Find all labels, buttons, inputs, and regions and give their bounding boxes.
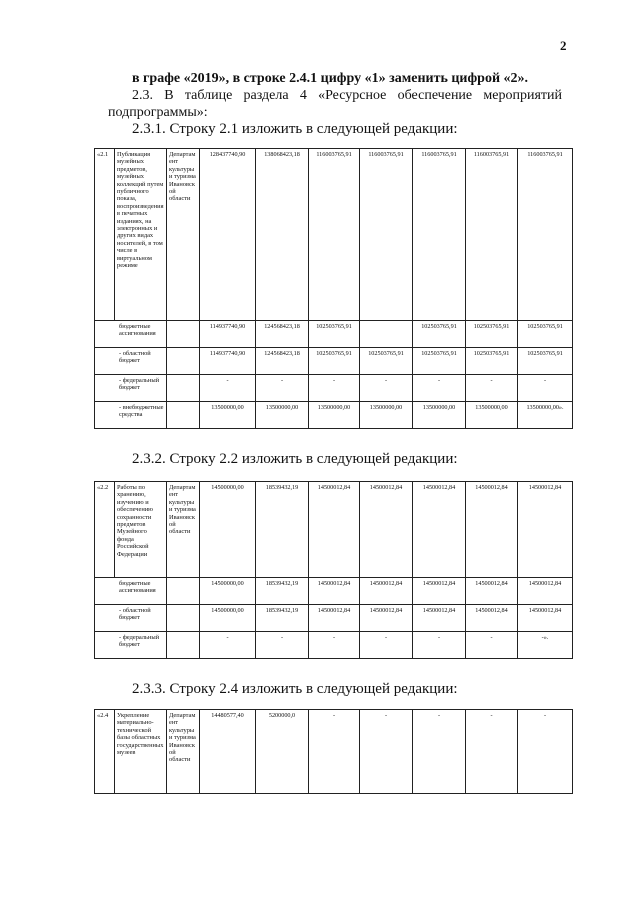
table-row xyxy=(95,632,573,659)
value-cell: 13500000,00 xyxy=(309,402,360,429)
value-cell: 116003765,91 xyxy=(466,149,518,321)
executor: Департамент культуры и туризма Ивановской области xyxy=(167,710,200,794)
heading-2-3-3: 2.3.3. Строку 2.4 изложить в следующей редакции: xyxy=(132,681,458,697)
value-cell: 114937740,90 xyxy=(200,348,256,375)
value-cell: 18539432,19 xyxy=(256,605,309,632)
row-label: - внебюджетные средства xyxy=(95,402,167,429)
value-cell: 128437740,90 xyxy=(200,149,256,321)
value-cell: 14500012,84 xyxy=(309,578,360,605)
value-cell: - xyxy=(200,375,256,402)
row-number: «2.2 xyxy=(95,482,115,578)
value-cell: - xyxy=(256,375,309,402)
value-cell: 14500012,84 xyxy=(309,482,360,578)
value-cell: 102503765,91 xyxy=(466,321,518,348)
value-cell: 14500000,00 xyxy=(200,482,256,578)
value-cell: - xyxy=(518,375,573,402)
value-cell: 5200000,0 xyxy=(256,710,309,794)
value-cell: 13500000,00 xyxy=(413,402,466,429)
value-cell: 14500012,84 xyxy=(309,605,360,632)
value-cell: 18539432,19 xyxy=(256,482,309,578)
row-label: - федеральный бюджет xyxy=(95,632,167,659)
value-cell: 102503765,91 xyxy=(360,348,413,375)
value-cell: 14500012,84 xyxy=(466,605,518,632)
value-cell: 116003765,91 xyxy=(309,149,360,321)
value-cell: - xyxy=(518,710,573,794)
executor: Департамент культуры и туризма Ивановской области xyxy=(167,149,200,321)
resource-table-row-2-1 xyxy=(94,148,573,429)
value-cell: - xyxy=(413,632,466,659)
heading-2-3-2: 2.3.2. Строку 2.2 изложить в следующей редакции: xyxy=(132,451,458,467)
row-number: «2.1 xyxy=(95,149,115,321)
value-cell: 102503765,91 xyxy=(518,321,573,348)
table-row xyxy=(95,375,573,402)
value-cell: 13500000,00 xyxy=(200,402,256,429)
value-cell: 116003765,91 xyxy=(518,149,573,321)
value-cell: 116003765,91 xyxy=(360,149,413,321)
paragraph-2-3-continued: подпрограммы»: xyxy=(108,105,208,120)
value-cell: 18539432,19 xyxy=(256,578,309,605)
row-label: бюджетные ассигнования xyxy=(95,321,167,348)
value-cell: 102503765,91 xyxy=(309,321,360,348)
table-row xyxy=(95,605,573,632)
resource-table-row-2-4 xyxy=(94,709,573,794)
value-cell: 14500012,84 xyxy=(518,578,573,605)
value-cell: 14500012,84 xyxy=(413,605,466,632)
value-cell: 14500000,00 xyxy=(200,605,256,632)
value-cell: 14500012,84 xyxy=(360,605,413,632)
value-cell: 13500000,00 xyxy=(466,402,518,429)
value-cell: 102503765,91 xyxy=(309,348,360,375)
value-cell: - xyxy=(309,710,360,794)
value-cell: - xyxy=(360,710,413,794)
table-row xyxy=(95,578,573,605)
value-cell: 14500012,84 xyxy=(466,578,518,605)
table-row xyxy=(95,348,573,375)
value-cell: 14480577,40 xyxy=(200,710,256,794)
value-cell: - xyxy=(466,632,518,659)
value-cell: 124568423,18 xyxy=(256,321,309,348)
resource-table-row-2-2 xyxy=(94,481,573,659)
paragraph-2-3: 2.3. В таблице раздела 4 «Ресурсное обеспечение мероприятий xyxy=(132,88,562,103)
value-cell: 13500000,00 xyxy=(360,402,413,429)
row-number: «2.4 xyxy=(95,710,115,794)
value-cell: - xyxy=(256,632,309,659)
table-row xyxy=(95,149,573,321)
value-cell: 138068423,18 xyxy=(256,149,309,321)
activity-name: Работы по хранению, изучению и обеспечению сохранности предметов Музейного фонда Российской Федерации xyxy=(115,482,167,578)
value-cell: 102503765,91 xyxy=(413,348,466,375)
value-cell xyxy=(360,321,413,348)
value-cell: 124568423,18 xyxy=(256,348,309,375)
value-cell: 14500012,84 xyxy=(518,482,573,578)
paragraph-2019-amendment: в графе «2019», в строке 2.4.1 цифру «1» заменить цифрой «2». xyxy=(132,71,529,86)
value-cell: - xyxy=(413,710,466,794)
value-cell: - xyxy=(466,710,518,794)
activity-name: Публикация музейных предметов, музейных коллекций путем публичного показа, воспроизведения в печатных изданиях, на электронных и других видах носителей, в том числе в виртуальном режиме xyxy=(115,149,167,321)
value-cell: 114937740,90 xyxy=(200,321,256,348)
value-cell: 14500000,00 xyxy=(200,578,256,605)
activity-name: Укрепление материально-технической базы областных государственных музеев xyxy=(115,710,167,794)
table-row xyxy=(95,710,573,794)
value-cell: - xyxy=(360,375,413,402)
page-number: 2 xyxy=(560,38,567,53)
row-label: - федеральный бюджет xyxy=(95,375,167,402)
value-cell: 116003765,91 xyxy=(413,149,466,321)
value-cell: 13500000,00». xyxy=(518,402,573,429)
table-row xyxy=(95,402,573,429)
table-row xyxy=(95,321,573,348)
value-cell: 14500012,84 xyxy=(413,482,466,578)
value-cell: - xyxy=(309,375,360,402)
value-cell: 102503765,91 xyxy=(413,321,466,348)
value-cell: -». xyxy=(518,632,573,659)
value-cell: 102503765,91 xyxy=(466,348,518,375)
executor: Департамент культуры и туризма Ивановской области xyxy=(167,482,200,578)
value-cell: 14500012,84 xyxy=(360,482,413,578)
table-row xyxy=(95,482,573,578)
value-cell: 14500012,84 xyxy=(413,578,466,605)
value-cell: 13500000,00 xyxy=(256,402,309,429)
value-cell: - xyxy=(200,632,256,659)
value-cell: 14500012,84 xyxy=(518,605,573,632)
value-cell: 14500012,84 xyxy=(360,578,413,605)
row-label: - областной бюджет xyxy=(95,348,167,375)
row-label: бюджетные ассигнования xyxy=(95,578,167,605)
value-cell: 102503765,91 xyxy=(518,348,573,375)
value-cell: - xyxy=(413,375,466,402)
value-cell: 14500012,84 xyxy=(466,482,518,578)
value-cell: - xyxy=(466,375,518,402)
value-cell: - xyxy=(360,632,413,659)
row-label: - областной бюджет xyxy=(95,605,167,632)
heading-2-3-1: 2.3.1. Строку 2.1 изложить в следующей редакции: xyxy=(132,121,458,137)
value-cell: - xyxy=(309,632,360,659)
